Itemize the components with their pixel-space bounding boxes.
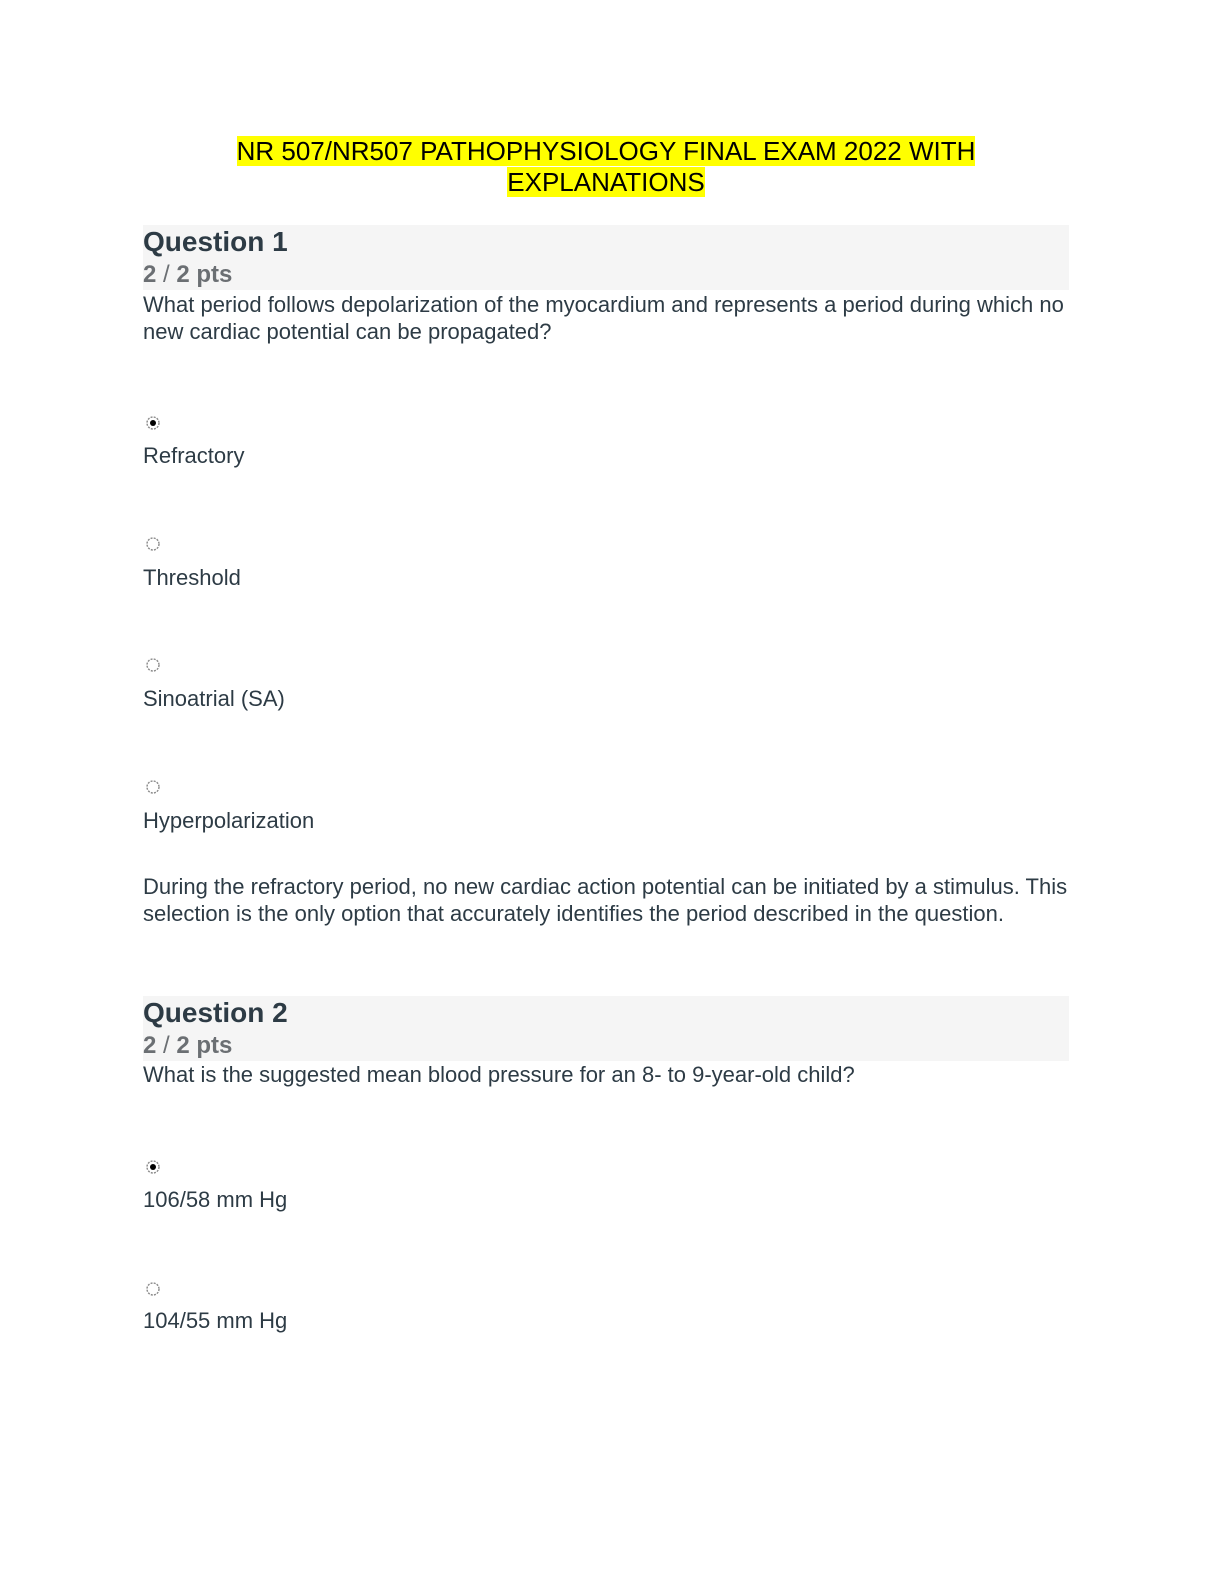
question-1-option-4[interactable]: Hyperpolarization	[143, 808, 315, 833]
radio-unselected-icon[interactable]	[146, 1282, 160, 1296]
question-2-max: 2 pts	[176, 1032, 233, 1059]
radio-selected-icon[interactable]	[146, 1160, 160, 1174]
question-2-option-2[interactable]: 104/55 mm Hg	[143, 1308, 288, 1333]
radio-selected-icon[interactable]	[146, 416, 160, 430]
radio-unselected-icon[interactable]	[146, 780, 160, 794]
question-2-text: What is the suggested mean blood pressure for an 8- to 9-year-old child?	[143, 1062, 855, 1087]
question-1-explanation: During the refractory period, no new cardiac action potential can be initiated by a stimulus. This selection is the only option that accurately identifies the period described in the question.	[143, 874, 1068, 926]
question-2-score: 2	[143, 1032, 157, 1059]
question-2-points	[143, 1032, 232, 1060]
document-title	[143, 136, 1069, 198]
question-1-points	[143, 261, 232, 289]
question-1-max: 2 pts	[176, 261, 233, 288]
question-1-label: Question 1	[143, 226, 288, 257]
question-2-slash: /	[163, 1032, 170, 1059]
question-1-text: What period follows depolarization of the myocardium and represents a period during which no new cardiac potential can be propagated?	[143, 292, 1064, 344]
question-2-header	[143, 996, 1069, 1061]
title-line-2: EXPLANATIONS	[507, 167, 705, 197]
question-2-label: Question 2	[143, 997, 288, 1028]
question-2-option-1[interactable]: 106/58 mm Hg	[143, 1187, 288, 1212]
question-1-slash: /	[163, 261, 170, 288]
question-1-option-1[interactable]: Refractory	[143, 443, 245, 468]
question-1-score: 2	[143, 261, 157, 288]
question-1-option-2[interactable]: Threshold	[143, 565, 241, 590]
question-1-header	[143, 225, 1069, 290]
radio-unselected-icon[interactable]	[146, 537, 160, 551]
radio-unselected-icon[interactable]	[146, 658, 160, 672]
title-line-1: NR 507/NR507 PATHOPHYSIOLOGY FINAL EXAM 2022 WITH	[236, 136, 976, 166]
question-1-option-3[interactable]: Sinoatrial (SA)	[143, 686, 285, 711]
